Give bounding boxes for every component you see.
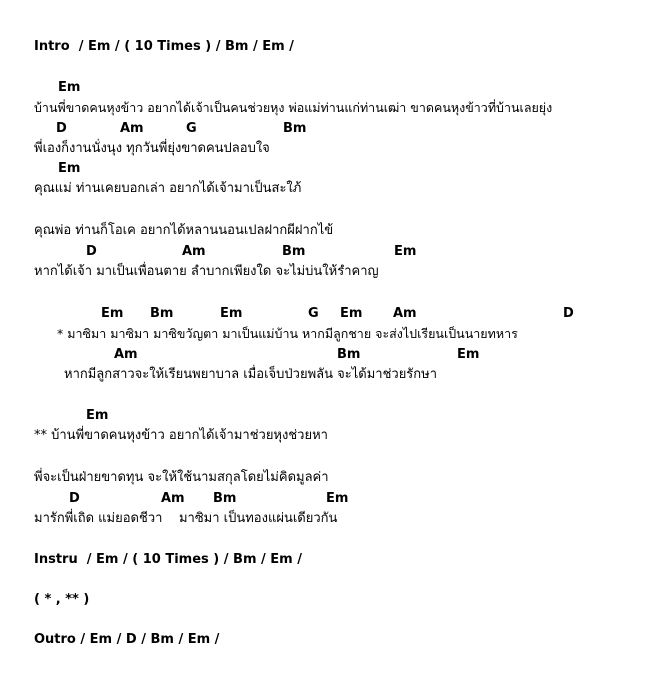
chord: Em — [101, 306, 124, 321]
instru-line: Instru / Em / ( 10 Times ) / Bm / Em / — [34, 552, 302, 567]
chord: Am — [120, 121, 144, 136]
chord: D — [56, 121, 67, 136]
lyric-line: คุณพ่อ ท่านก็โอเค อยากได้หลานนอนเปลฝากผีฝากไข้ — [34, 223, 334, 238]
outro-line: Outro / Em / D / Bm / Em / — [34, 632, 220, 647]
lyric-line: บ้านพี่ขาดคนหุงข้าว อยากได้เจ้าเป็นคนช่วยหุง พ่อแม่ท่านแก่ท่านเฒ่า ขาดคนหุงข้าวที่บ้านเลยยุ่ง — [34, 100, 553, 115]
intro-line: Intro / Em / ( 10 Times ) / Bm / Em / — [34, 39, 294, 54]
lyric-line: ** บ้านพี่ขาดคนหุงข้าว อยากได้เจ้ามาช่วยหุงช่วยหา — [34, 428, 328, 443]
chord: Em — [86, 408, 109, 423]
chord: Am — [393, 306, 417, 321]
chord: Em — [58, 161, 81, 176]
lyric-line: คุณแม่ ท่านเคยบอกเล่า อยากได้เจ้ามาเป็นสะใภ้ — [34, 181, 302, 196]
lyric-line: หากมีลูกสาวจะให้เรียนพยาบาล เมื่อเจ็บป่วยพลัน จะได้มาช่วยรักษา — [64, 367, 438, 382]
lyric-line: พี่เองก็งานนั่งนุง ทุกวันพี่ยุ่งขาดคนปลอบใจ — [34, 141, 270, 156]
chord: D — [69, 491, 80, 506]
repeat-line: ( * , ** ) — [34, 592, 90, 607]
chord: Bm — [337, 347, 361, 362]
chord: Em — [340, 306, 363, 321]
chord: Em — [220, 306, 243, 321]
chord: Em — [58, 80, 81, 95]
lyric-line: หากได้เจ้า มาเป็นเพื่อนตาย ลำบากเพียงใด จะไม่บ่นให้รำคาญ — [34, 264, 379, 279]
lyric-line: * มาซิมา มาซิมา มาซิขวัญตา มาเป็นแม่บ้าน หากมีลูกชาย จะส่งไปเรียนเป็นนายทหาร — [57, 326, 518, 341]
chord: Em — [326, 491, 349, 506]
chord: Bm — [150, 306, 174, 321]
chord: D — [86, 244, 97, 259]
chord: Am — [182, 244, 206, 259]
chord: Bm — [283, 121, 307, 136]
chord: G — [186, 121, 197, 136]
lyric-line: พี่จะเป็นฝ่ายขาดทุน จะให้ใช้นามสกุลโดยไม่คิดมูลค่า — [34, 470, 329, 485]
chord: Am — [161, 491, 185, 506]
chord: Bm — [213, 491, 237, 506]
chord: Am — [114, 347, 138, 362]
lyric-line: มารักพี่เถิด แม่ยอดชีวา มาซิมา เป็นทองแผ่นเดียวกัน — [34, 511, 338, 526]
chord: Bm — [282, 244, 306, 259]
chord: G — [308, 306, 319, 321]
chord: Em — [457, 347, 480, 362]
chord: Em — [394, 244, 417, 259]
chord: D — [563, 306, 574, 321]
